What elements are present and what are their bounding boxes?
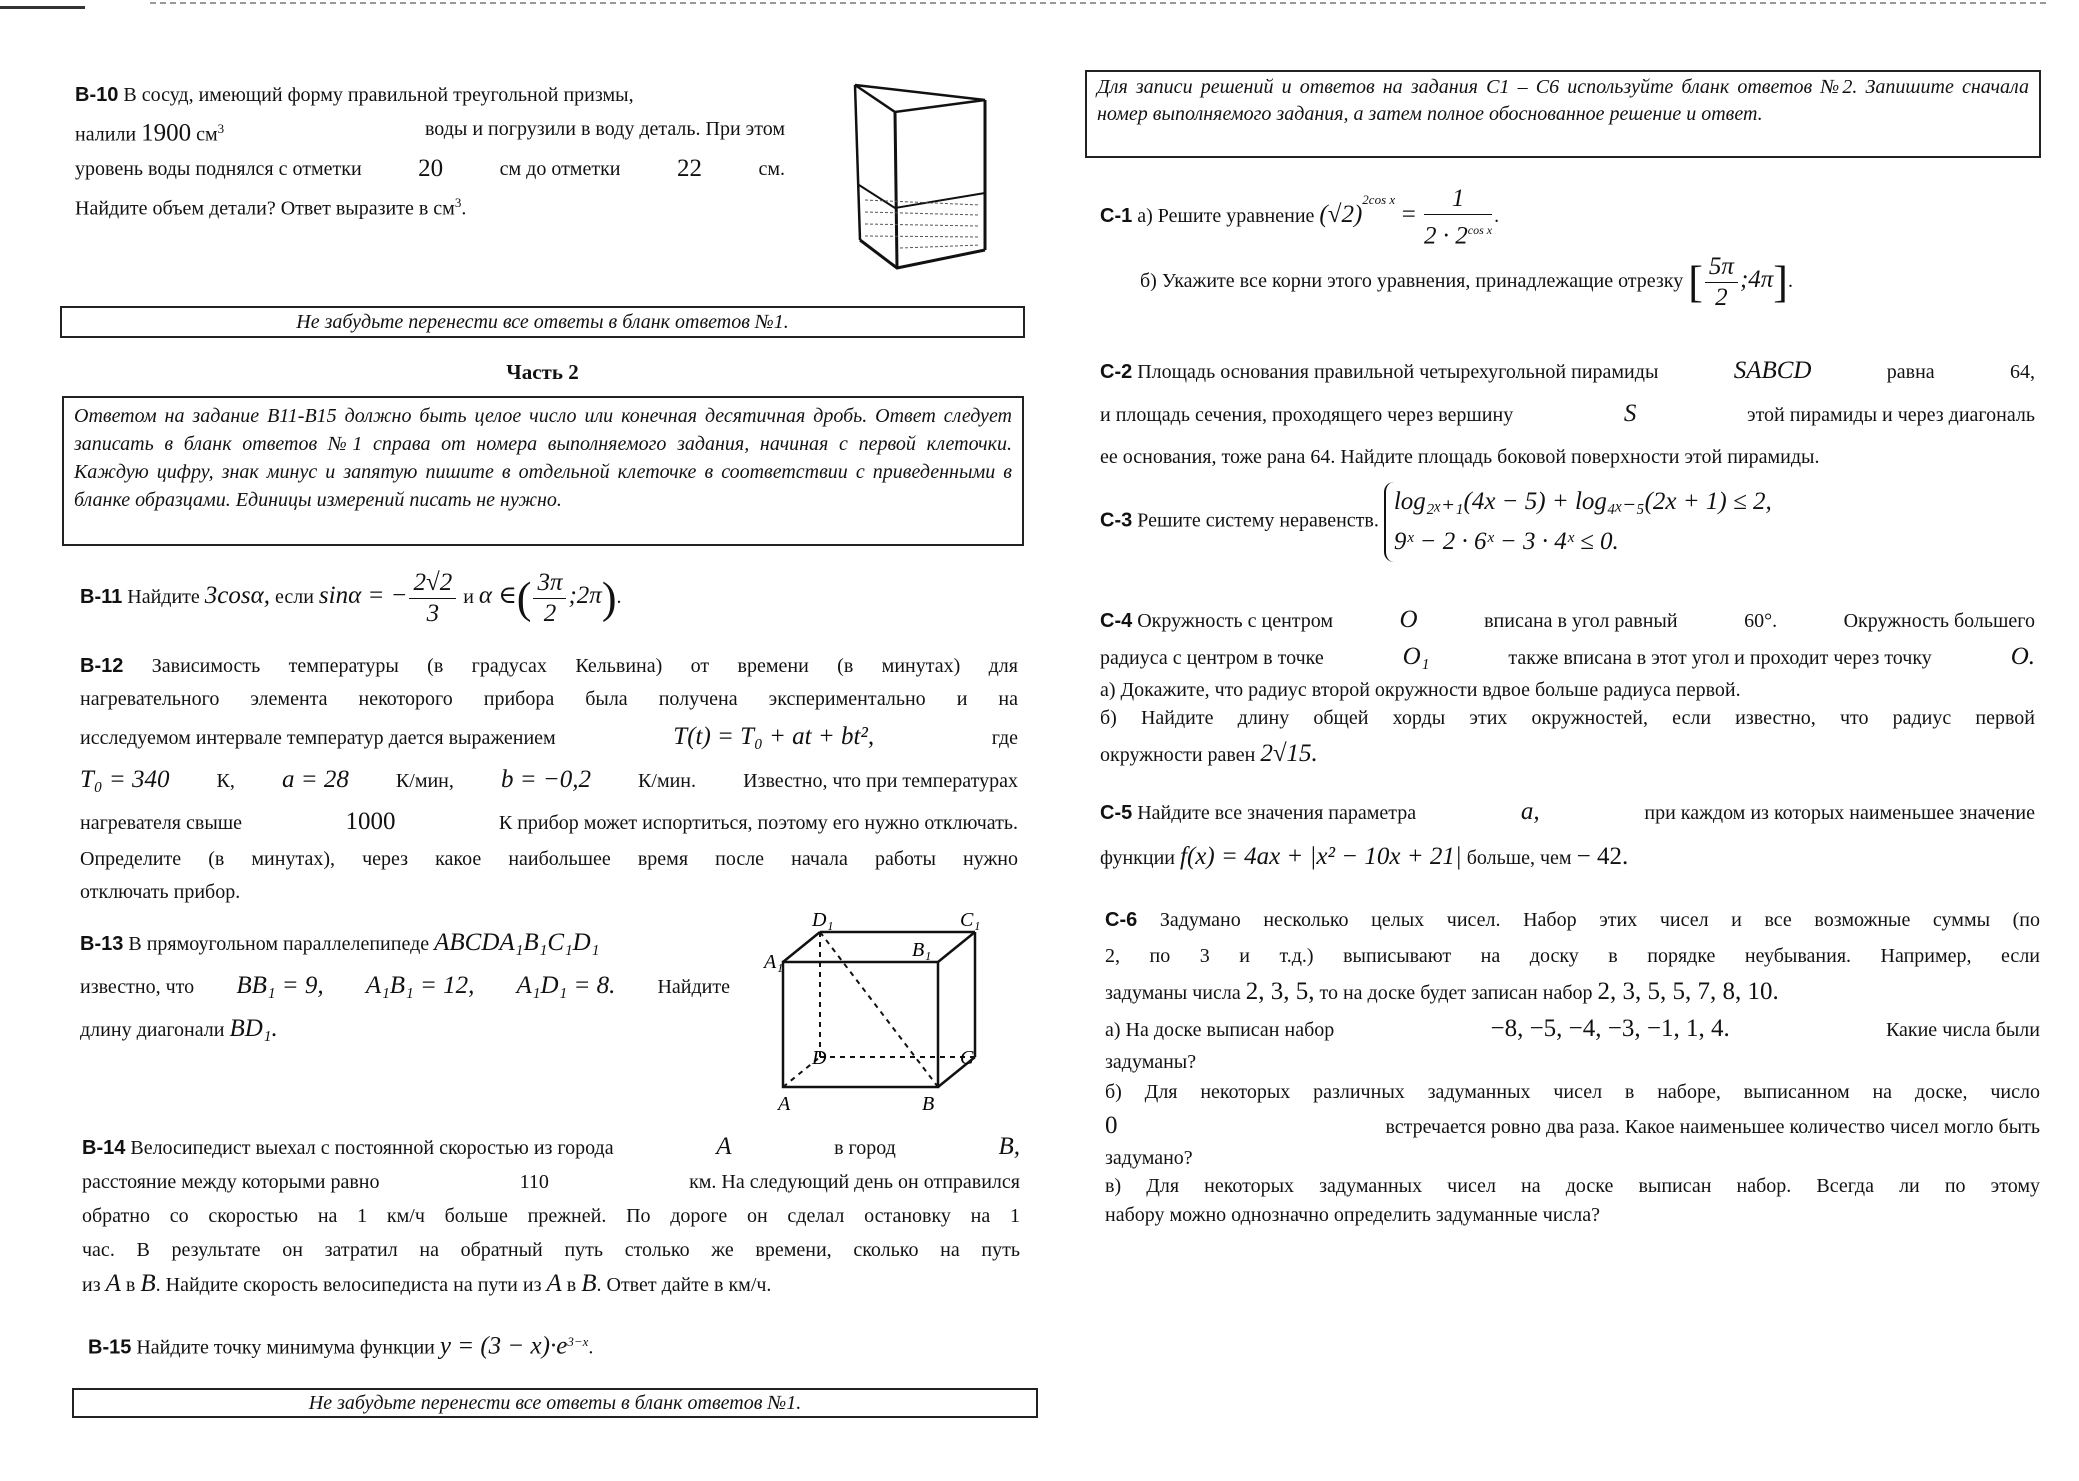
scan-mark	[0, 6, 85, 9]
scan-border	[150, 2, 2050, 4]
task-b15: B-15 Найдите точку минимума функции $y = (3 - x)\cdot e^{3-x}$.	[88, 1332, 594, 1360]
part-c-instructions: Для записи решений и ответов на задания С1 – С6 используйте бланк ответов №2. Запишите сначала номер выполняемого задания, а затем полное обоснованное решение и ответ.	[1085, 70, 2041, 158]
task-b13: B-13 В прямоугольном параллелепипеде ABCDA₁B₁C₁D₁ известно, что BB₁ = 9, A₁B₁ = 12, A₁D₁ = 8. Найдите длину диагонали BD₁.	[80, 929, 730, 1042]
fraction-sin: $\frac{2√2}{3}$	[409, 568, 456, 629]
fraction-c1: $\frac{1}{2 \cdot 2^{cos x}}$	[1424, 184, 1493, 250]
task-c4: C-4 Окружность с центром O вписана в угол равный 60°. Окружность большего радиуса с центром в точке O₁ также вписана в этот угол и проходит через точку O. а) Докажите, что радиус второй окружности вдвое больше радиуса первой. б) Найдите длину общей хорды этих окружностей, если известно, что радиус первой окружности равен 2√15.	[1100, 606, 2035, 767]
parallelepiped-figure	[760, 912, 1010, 1112]
task-c3: C-3 Решите систему неравенств. log₂ₓ₊₁(4x − 5) + log₄ₓ₋₅(2x + 1) ≤ 2, 9ˣ − 2 · 6ˣ − 3 · 4ˣ ≤ 0.	[1100, 482, 2035, 562]
task-c5: C-5 Найдите все значения параметра a, при каждом из которых наименьшее значение функции f(x) = 4ax + |x² − 10x + 21| больше, чем − 42.	[1100, 798, 2035, 870]
vertex-B1: B₁	[912, 939, 932, 961]
vertex-D1: D₁	[812, 912, 834, 931]
task-b14: B-14 Велосипедист выехал с постоянной скоростью из города A в город B, расстояние между которыми равно 110 км. На следующий день он отправился обратно со скоростью на 1 км/ч больше прежней. По дороге он сделал остановку на 1 час. В результате он затратил на обратный путь столько же времени, сколько на путь из A в B. Найдите скорость велосипедиста на пути из A в B. Ответ дайте в км/ч.	[82, 1133, 1020, 1297]
part2-title: Часть 2	[506, 360, 579, 384]
fraction-interval: $\frac{3\pi}{2}$	[533, 568, 566, 629]
task-c1: C-1 а) Решите уравнение $(√2)^{2cos x}$ = $\frac{1}{2 \cdot 2^{cos x}}$ .	[1100, 184, 1500, 250]
reminder-box-1: Не забудьте перенести все ответы в бланк ответов №1.	[60, 306, 1025, 338]
task-c2: C-2 Площадь основания правильной четырехугольной пирамиды SABCD равна 64, и площадь сечения, проходящего через вершину S этой пирамиды и через диагональ ее основания, тоже рана 64. Найдите площадь боковой поверхности этой пирамиды.	[1100, 357, 2035, 468]
vertex-C: C	[960, 1047, 974, 1069]
vertex-B: B	[922, 1093, 935, 1112]
task-b10: B-10 В сосуд, имеющий форму правильной треугольной призмы, налили 1900 $см^3$ воды и погрузили в воду деталь. При этом уровень воды поднялся с отметки 20 см до отметки 22 см. Найдите объем детали? Ответ выразите в $см^3$.	[75, 84, 785, 220]
part2-instructions: Ответом на задание В11-В15 должно быть целое число или конечная десятичная дробь. Ответ следует записать в бланк ответов №1 справа от номера выполняемого задания, начиная с первой клеточки. Каждую цифру, знак минус и запятую пишите в отдельной клеточке в соответствии с приведенными в бланке образцами. Единицы измерений писать не нужно.	[62, 396, 1024, 546]
prism-figure	[845, 80, 990, 275]
task-c6: C-6 Задумано несколько целых чисел. Набор этих чисел и все возможные суммы (по 2, по 3 и т.д.) выписывают на доску в порядке неубывания. Например, если задуманы числа 2, 3, 5, то на доске будет записан набор 2, 3, 5, 5, 7, 8, 10. а) На доске выписан набор −8, −5, −4, −3, −1, 1, 4. Какие числа были задуманы? б) Для некоторых различных задуманных чисел в наборе, выписанном на доске, число 0 встречается ровно два раза. Какое наименьшее количество чисел могло быть задумано? в) Для некоторых задуманных чисел на доске выписан набор. Всегда ли по этому набору можно однозначно определить задуманные числа?	[1105, 909, 2041, 1226]
task-b12: B-12 Зависимость температуры (в градусах Кельвина) от времени (в минутах) для нагревательного элемента некоторого прибора была получена экспериментально и на исследуемом интервале температур дается выражением T(t) = T₀ + at + bt², где T₀ = 340 К, a = 28 К/мин, b = −0,2 К/мин. Известно, что при температурах нагревателя свыше 1000 К прибор может испортиться, поэтому его нужно отключать. Определите (в минутах), через какое наибольшее время после начала работы нужно отключать прибор.	[80, 655, 1018, 903]
reminder-box-2: Не забудьте перенести все ответы в бланк ответов №1.	[72, 1388, 1038, 1418]
inequality-system: log₂ₓ₊₁(4x − 5) + log₄ₓ₋₅(2x + 1) ≤ 2, 9ˣ − 2 · 6ˣ − 3 · 4ˣ ≤ 0.	[1384, 482, 1772, 562]
task-c1-b: б) Укажите все корни этого уравнения, принадлежащие отрезку [ $\frac{5\pi}{2}$ ;4π].	[1140, 253, 1793, 311]
vertex-D: D	[812, 1047, 827, 1069]
vertex-A1: A₁	[764, 951, 784, 973]
task-b11: B-11 Найдите 3cosα, если sinα = − $\frac{2√2}{3}$ и α ∈( $\frac{3\pi}{2}$ ;2π).	[80, 569, 622, 627]
vertex-A: A	[778, 1093, 791, 1112]
fraction-segment: $\frac{5\pi}{2}$	[1705, 252, 1738, 313]
vertex-C1: C₁	[960, 912, 981, 931]
